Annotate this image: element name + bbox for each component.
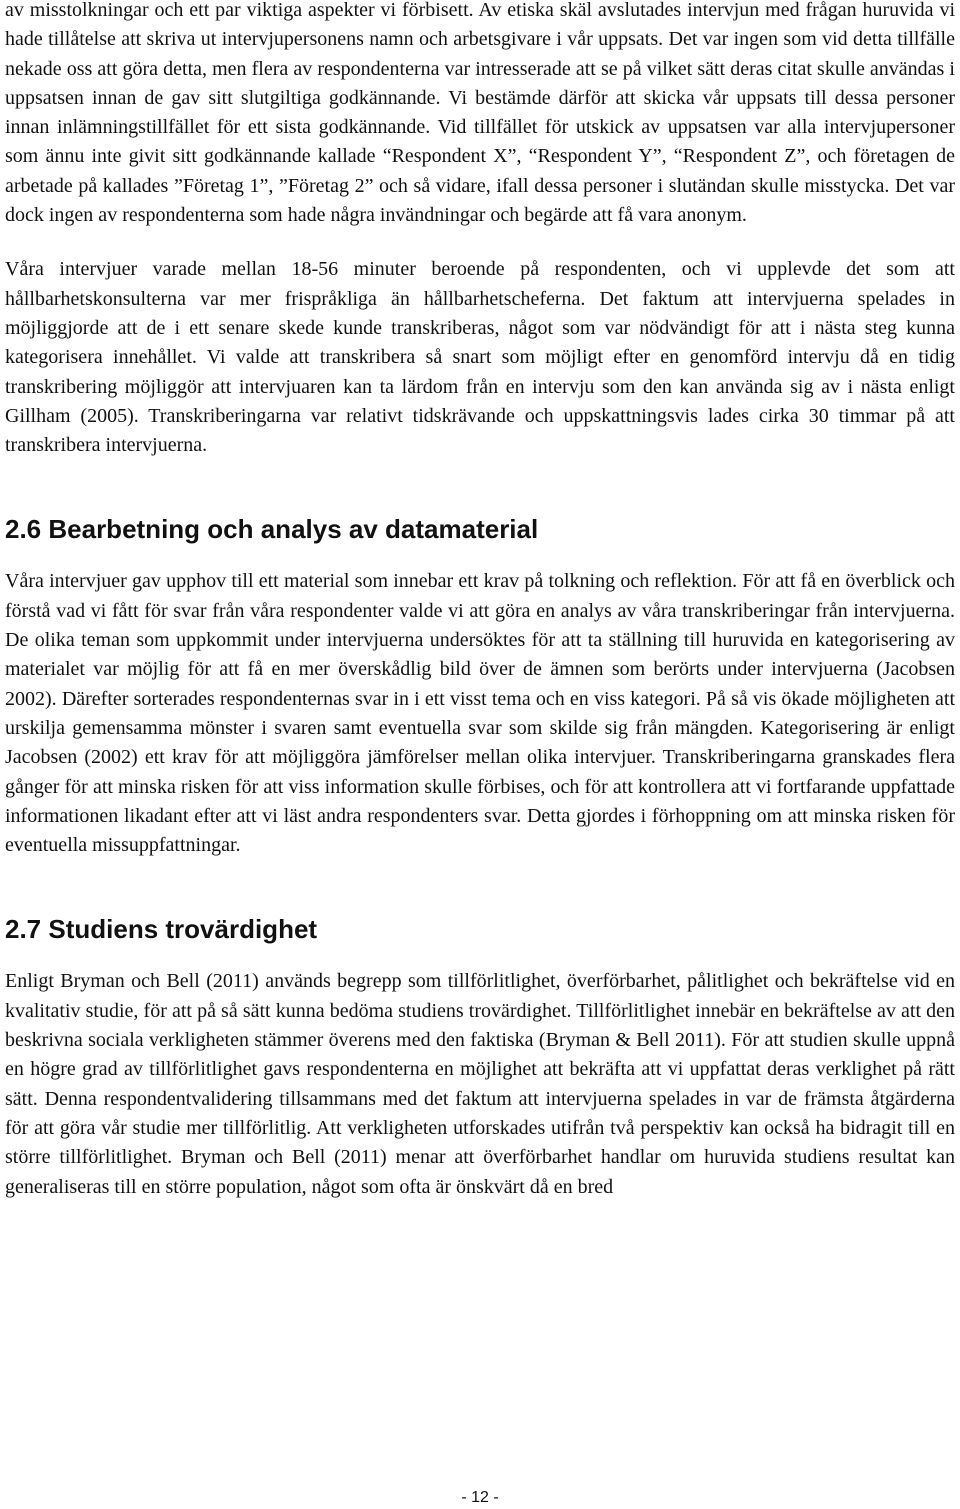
section-heading-trustworthiness: 2.7 Studiens trovärdighet (5, 914, 318, 945)
paragraph-trustworthiness: Enligt Bryman och Bell (2011) används begrepp som tillförlitlighet, överförbarhet, pålitlighet och bekräftelse vid en kvalitativ studie, för att på så sätt kunna bedöma studiens trovärdighet. Tillförlitlighet innebär en bekräftelse av att den beskrivna sociala verkligheten stämmer överens med den faktiska (Bryman & Bell 2011). För att studien skulle uppnå en högre grad av tillförlitlighet gavs respondenterna en möjlighet att bekräfta att vi uppfattat deras verklighet på rätt sätt. Denna respondentvalidering tillsammans med det faktum att intervjuerna spelades in var de främsta åtgärderna för att göra vår studie mer tillförlitlig. Att verkligheten utforskades utifrån två perspektiv kan också ha bidragit till en större tillförlitlighet. Bryman och Bell (2011) menar att överförbarhet handlar om huruvida studiens resultat kan generaliseras till en större population, något som ofta är önskvärt då en bred (5, 970, 955, 1198)
paragraph-interview-duration: Våra intervjuer varade mellan 18-56 minuter beroende på respondenten, och vi upplevde det som att hållbarhetskonsulterna var mer frispråkliga än hållbarhetscheferna. Det faktum att intervjuerna spelades in möjliggjorde att de i ett senare skede kunde transkriberas, något som var nödvändigt för att i nästa steg kunna kategorisera innehållet. Vi valde att transkribera så snart som möjligt efter en genomförd intervju då en tidig transkribering möjliggör att intervjuaren kan ta lärdom från en intervju som den kan använda sig av i nästa enligt Gillham (2005). Transkriberingarna var relativt tidskrävande och uppskattningsvis lades cirka 30 timmar på att transkribera intervjuerna. (5, 258, 955, 457)
paragraph-anonymity: av misstolkningar och ett par viktiga aspekter vi förbisett. Av etiska skäl avslutades intervjun med frågan huruvida vi hade tillåtelse att skriva ut intervjupersonens namn och arbetsgivare i vår uppsats. Det var ingen som vid detta tillfälle nekade oss att göra detta, men flera av respondenterna var intresserade att se på vilket sätt deras citat skulle användas i uppsatsen innan de gav sitt slutgiltiga godkännande. Vi bestämde därför att skicka vår uppsats till dessa personer innan inlämningstillfället för ett sista godkännande. Vid tillfället för utskick av uppsatsen var alla intervjupersoner som ännu inte givit sitt godkännande kallade “Respondent X”, “Respondent Y”, “Respondent Z”, och företagen de arbetade på kallades ”Företag 1”, ”Företag 2” och så vidare, ifall dessa personer i slutändan skulle misstycka. Det var dock ingen av respondenterna som hade några invändningar och begärde att få vara anonym. (5, 0, 955, 227)
document-page (5, 0, 955, 1202)
page-number: - 12 - (461, 1489, 499, 1506)
paragraph-analysis: Våra intervjuer gav upphov till ett material som innebar ett krav på tolkning och reflektion. För att få en överblick och förstå vad vi fått för svar från våra respondenter valde vi att göra en analys av våra transkriberingar från intervjuerna. De olika teman som uppkommit under intervjuerna undersöktes för att ta ställning till huruvida en kategorisering av materialet var möjlig för att få en mer överskådlig bild över de ämnen som berörts under intervjuerna (Jacobsen 2002). Därefter sorterades respondenternas svar in i ett visst tema och en viss kategori. På så vis ökade möjligheten att urskilja gemensamma mönster i svaren samt eventuella svar som skilde sig från mängden. Kategorisering är enligt Jacobsen (2002) ett krav för att möjliggöra jämförelser mellan olika intervjuer. Transkriberingarna granskades flera gånger för att minska risken för att viss information skulle förbises, och för att kontrollera att vi fortfarande uppfattade informationen likadant efter att vi läst andra respondenters svar. Detta gjordes i förhoppning om att minska risken för eventuella missuppfattningar. (5, 570, 955, 857)
section-heading-analysis: 2.6 Bearbetning och analys av datamaterial (5, 514, 539, 545)
